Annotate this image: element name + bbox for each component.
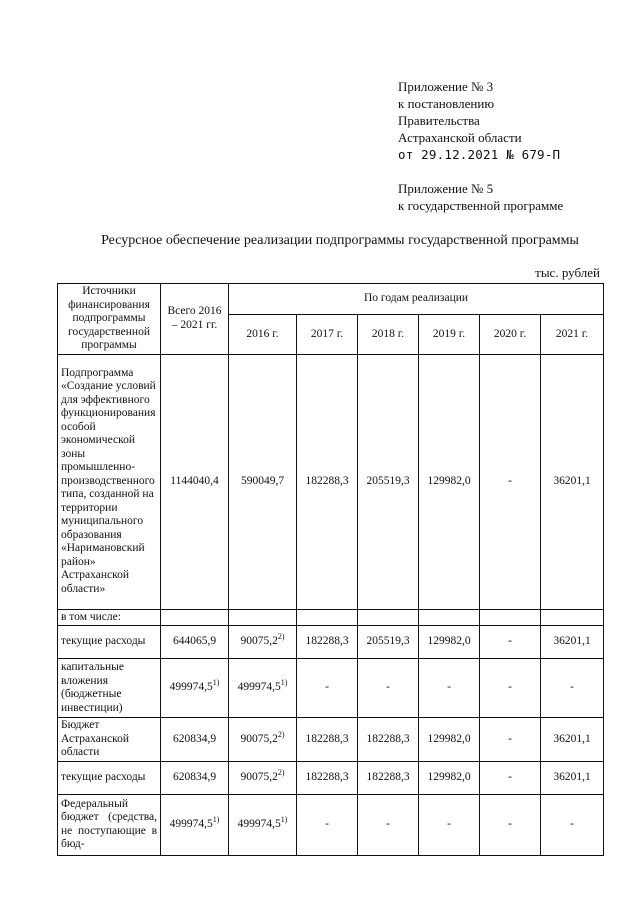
header-year: 2017 г. [297,315,358,354]
cell-2019: 129982,0 [419,718,480,762]
cell-2016: 499974,5$^{1)}$ [229,794,297,855]
cell-2019: 129982,0 [419,761,480,794]
cell-2020: - [480,354,541,609]
cell-total: 499974,5$^{1)}$ [161,794,229,855]
cell-2016: 90075,2$^{2)}$ [229,761,297,794]
cell-total: 644065,9 [161,626,229,659]
header-year: 2020 г. [480,315,541,354]
cell-2018: - [358,659,419,718]
table-row [58,794,604,855]
cell-2018: 182288,3 [358,761,419,794]
appendix-3-line: к постановлению [398,96,495,111]
table-row [58,659,604,718]
cell-total: 620834,9 [161,761,229,794]
footnote-marker: 2) [277,729,285,739]
header-year: 2019 г. [419,315,480,354]
row-source: капитальные вложения (бюджетные инвестиции) [58,659,161,718]
cell-2017: - [297,794,358,855]
table-row [58,354,604,609]
table-row [58,626,604,659]
cell-2016: 590049,7 [229,354,297,609]
header-row [58,284,604,315]
row-source: текущие расходы [58,761,161,794]
cell-2020: - [480,718,541,762]
footnote-marker: 1) [212,678,220,688]
cell-total: 499974,5$^{1)}$ [161,659,229,718]
cell-2020: - [480,626,541,659]
cell-2016: 90075,2$^{2)}$ [229,626,297,659]
cell-2018: 205519,3 [358,354,419,609]
appendix-5-line: Приложение № 5 [398,181,494,196]
footnote-marker: 1) [212,814,220,824]
cell-2021: - [541,659,604,718]
cell-2021: - [541,794,604,855]
header-year: 2018 г. [358,315,419,354]
cell-2019: - [419,794,480,855]
cell-2018: 205519,3 [358,626,419,659]
appendix-3-block [398,78,560,163]
table-row [58,609,604,626]
header-year: 2021 г. [541,315,604,354]
cell-2016: 90075,2$^{2)}$ [229,718,297,762]
cell-2021: 36201,1 [541,761,604,794]
row-source: Бюджет Астраханской области [58,718,161,762]
table-row [58,761,604,794]
cell-2019: 129982,0 [419,626,480,659]
cell-total: 1144040,4 [161,354,229,609]
resource-table [57,283,604,856]
cell-2021: 36201,1 [541,354,604,609]
row-source: Федеральный бюджет (средства, не поступающие в бюд- [58,794,161,855]
cell-2017: - [297,659,358,718]
header-source: Источники финансирования подпрограммы государственной программы [58,284,161,355]
cell-2017: 182288,3 [297,761,358,794]
cell-2016: 499974,5$^{1)}$ [229,659,297,718]
cell-2017: 182288,3 [297,354,358,609]
row-source: текущие расходы [58,626,161,659]
header-year: 2016 г. [229,315,297,354]
cell-2018: 182288,3 [358,718,419,762]
cell-2020: - [480,794,541,855]
cell-2019: - [419,659,480,718]
table-row [58,718,604,762]
appendix-5-block [398,180,563,214]
cell-total: 620834,9 [161,718,229,762]
cell-2018: - [358,794,419,855]
row-source: Подпрограмма «Создание условий для эффективного функционирования особой экономической зоны промышленно-производственного типа, созданной на территории муниципального образования «Наримановский район» Астраханской области» [58,354,161,609]
footnote-marker: 1) [280,678,288,688]
cell-2017: 182288,3 [297,718,358,762]
cell-2019: 129982,0 [419,354,480,609]
decree-date-number: от 29.12.2021 № 679-П [398,147,561,162]
cell-2021: 36201,1 [541,718,604,762]
footnote-marker: 2) [277,632,285,642]
units-label: тыс. рублей [535,265,600,280]
cell-2017: 182288,3 [297,626,358,659]
footnote-marker: 1) [280,814,288,824]
row-source: в том числе: [58,609,161,626]
header-years-group: По годам реализации [229,284,604,315]
appendix-5-line: к государственной программе [398,198,564,213]
appendix-3-line: Приложение № 3 [398,79,494,94]
footnote-marker: 2) [277,767,285,777]
appendix-3-line: Астраханской области [398,130,522,145]
cell-2021: 36201,1 [541,626,604,659]
header-total: Всего 2016 – 2021 гг. [161,284,229,355]
document-title: Ресурсное обеспечение реализации подпрограммы государственной программы [101,233,579,248]
cell-2020: - [480,761,541,794]
cell-2020: - [480,659,541,718]
appendix-3-line: Правительства [398,113,480,128]
